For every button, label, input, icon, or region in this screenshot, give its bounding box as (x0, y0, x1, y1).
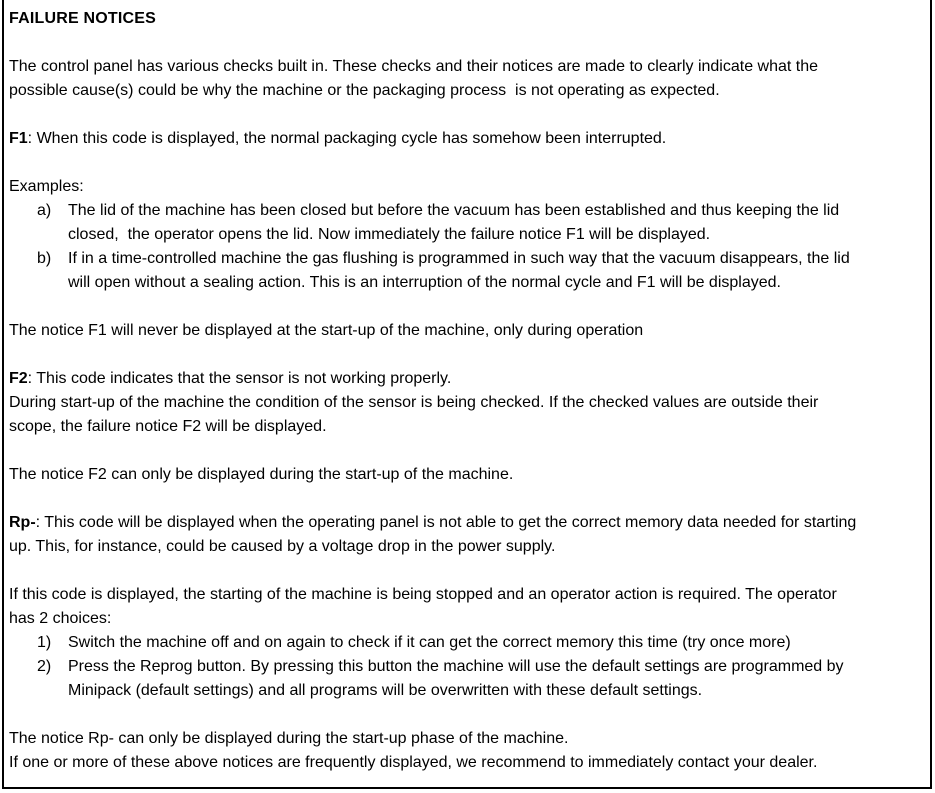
blank-line (9, 103, 922, 127)
text-run: The notice F2 can only be displayed during the start-up of the machine. (9, 466, 514, 483)
text-run: will open without a sealing action. This is an interruption of the normal cycle and F1 will be displayed. (68, 274, 781, 291)
text-run: Press the Reprog button. By pressing this button the machine will use the default settings are programmed by (68, 658, 844, 675)
text-run: scope, the failure notice F2 will be displayed. (9, 418, 327, 435)
text-run: During start-up of the machine the condition of the sensor is being checked. If the checked values are outside their (9, 394, 819, 411)
text-content (9, 178, 84, 195)
text-content (9, 58, 818, 99)
text-content (9, 370, 818, 435)
list-item (9, 655, 922, 703)
text-content (9, 322, 643, 339)
text-content (9, 514, 856, 555)
list-item (9, 199, 922, 247)
document-page (2, 0, 932, 789)
list-marker: b) (37, 250, 52, 267)
text-run: The lid of the machine has been closed but before the vacuum has been established and thus keeping the lid (68, 202, 840, 219)
text-content (68, 658, 844, 699)
text-content (9, 10, 156, 27)
text-run: : This code indicates that the sensor is not working properly. (27, 370, 452, 387)
text-content (9, 730, 817, 771)
blank-line (9, 151, 922, 175)
text-run: If this code is displayed, the starting of the machine is being stopped and an operator action is required. The operator (9, 586, 837, 603)
bold-text-run: Rp- (9, 514, 36, 531)
text-run: If one or more of these above notices are frequently displayed, we recommend to immediately contact your dealer. (9, 754, 818, 771)
bold-text-run: F1 (9, 130, 28, 147)
text-content (9, 586, 837, 627)
list-marker: a) (37, 202, 52, 219)
text-run: If in a time-controlled machine the gas flushing is programmed in such way that the vacuum disappears, the lid (68, 250, 850, 267)
text-run: has 2 choices: (9, 610, 112, 627)
text-run: Minipack (default settings) and all programs will be overwritten with these default settings. (68, 682, 703, 699)
text-run: The control panel has various checks built in. These checks and their notices are made to clearly indicate what the (9, 58, 819, 75)
list-marker: 1) (37, 634, 52, 651)
blank-line (9, 295, 922, 319)
text-run: possible cause(s) could be why the machine or the packaging process is not operating as expected. (9, 82, 720, 99)
paragraph (9, 367, 922, 439)
paragraph (9, 319, 922, 343)
list-marker: 2) (37, 658, 52, 675)
text-run: up. This, for instance, could be caused by a voltage drop in the power supply. (9, 538, 556, 555)
paragraph (9, 463, 922, 487)
text-content (9, 130, 666, 147)
text-content (68, 634, 791, 651)
paragraph (9, 55, 922, 103)
text-run: The notice Rp- can only be displayed during the start-up phase of the machine. (9, 730, 569, 747)
text-run: Switch the machine off and on again to check if it can get the correct memory this time (try once more) (68, 634, 791, 651)
section-heading (9, 7, 922, 31)
paragraph (9, 583, 922, 631)
text-run: Examples: (9, 178, 84, 195)
bold-text-run: FAILURE NOTICES (9, 10, 157, 27)
bold-text-run: F2 (9, 370, 28, 387)
blank-line (9, 703, 922, 727)
blank-line (9, 559, 922, 583)
blank-line (9, 31, 922, 55)
blank-line (9, 439, 922, 463)
list-item (9, 247, 922, 295)
text-run: : When this code is displayed, the normal packaging cycle has somehow been interrupted. (27, 130, 667, 147)
text-content (68, 202, 839, 243)
blank-line (9, 487, 922, 511)
text-content (9, 466, 513, 483)
text-run: The notice F1 will never be displayed at the start-up of the machine, only during operation (9, 322, 644, 339)
paragraph (9, 511, 922, 559)
list-item (9, 631, 922, 655)
paragraph (9, 175, 922, 199)
text-run: : This code will be displayed when the operating panel is not able to get the correct memory data needed for starting (35, 514, 857, 531)
paragraph (9, 727, 922, 775)
text-content (68, 250, 850, 291)
text-run: closed, the operator opens the lid. Now immediately the failure notice F1 will be displayed. (68, 226, 711, 243)
paragraph (9, 127, 922, 151)
blank-line (9, 343, 922, 367)
